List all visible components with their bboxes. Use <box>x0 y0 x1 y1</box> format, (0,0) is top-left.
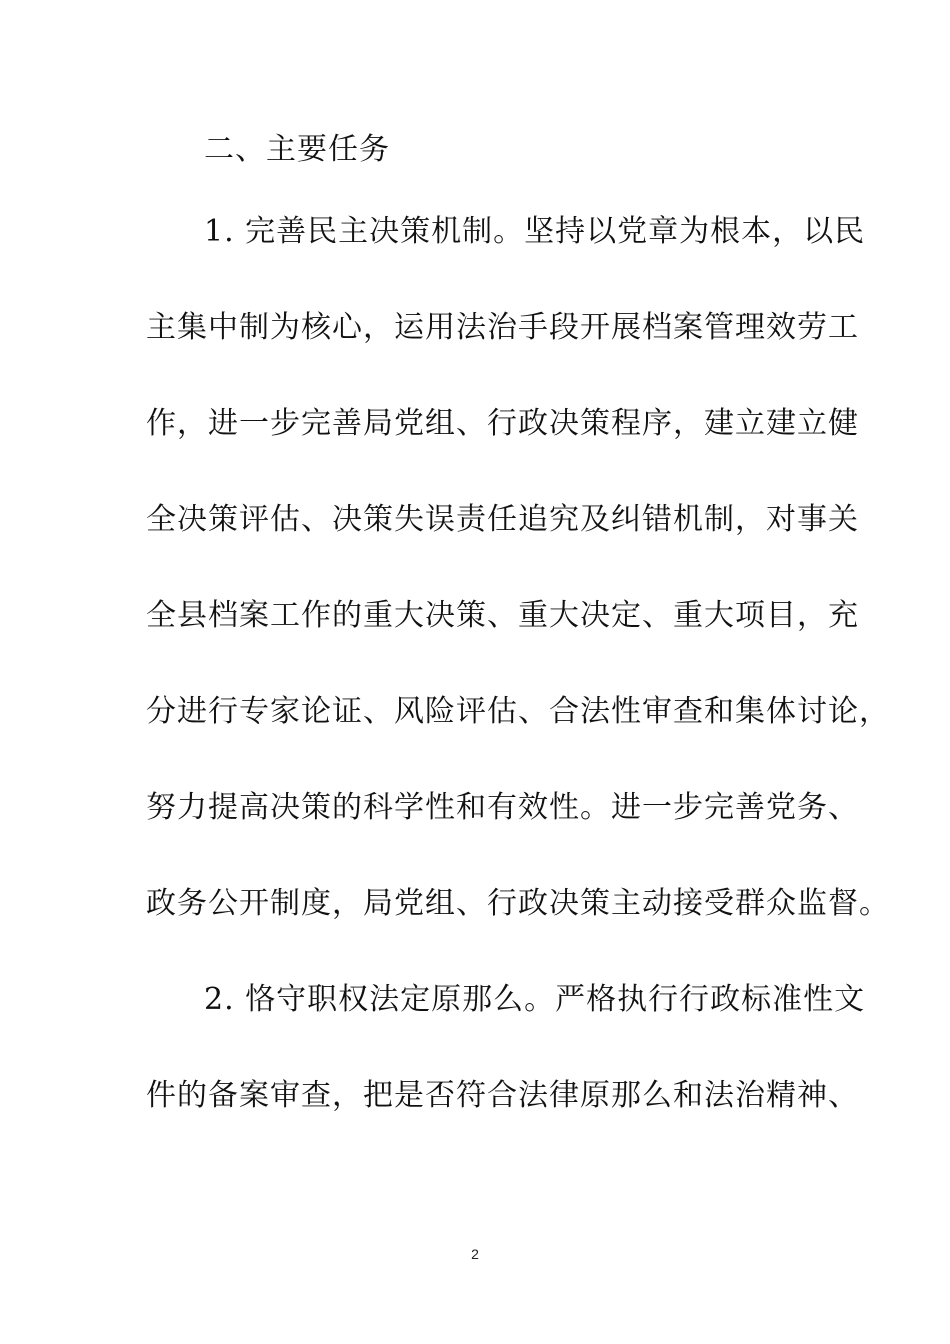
paragraph-line: 2. 恪守职权法定原那么。严格执行行政标准性文 <box>204 982 866 1017</box>
section-heading: 二、主要任务 <box>204 132 390 167</box>
paragraph-line: 1. 完善民主决策机制。坚持以党章为根本，以民 <box>204 214 866 249</box>
paragraph-line: 全决策评估、决策失误责任追究及纠错机制，对事关 <box>146 502 859 537</box>
paragraph-line: 分进行专家论证、风险评估、合法性审查和集体讨论， <box>146 694 890 729</box>
paragraph-line: 主集中制为核心，运用法治手段开展档案管理效劳工 <box>146 310 859 345</box>
paragraph-line: 政务公开制度，局党组、行政决策主动接受群众监督。 <box>146 886 890 921</box>
paragraph-line: 件的备案审查，把是否符合法律原那么和法治精神、 <box>146 1078 859 1113</box>
page-number: 2 <box>471 1246 479 1262</box>
paragraph-line: 全县档案工作的重大决策、重大决定、重大项目，充 <box>146 598 859 633</box>
paragraph-line: 作，进一步完善局党组、行政决策程序，建立建立健 <box>146 406 859 441</box>
paragraph-line: 努力提高决策的科学性和有效性。进一步完善党务、 <box>146 790 859 825</box>
